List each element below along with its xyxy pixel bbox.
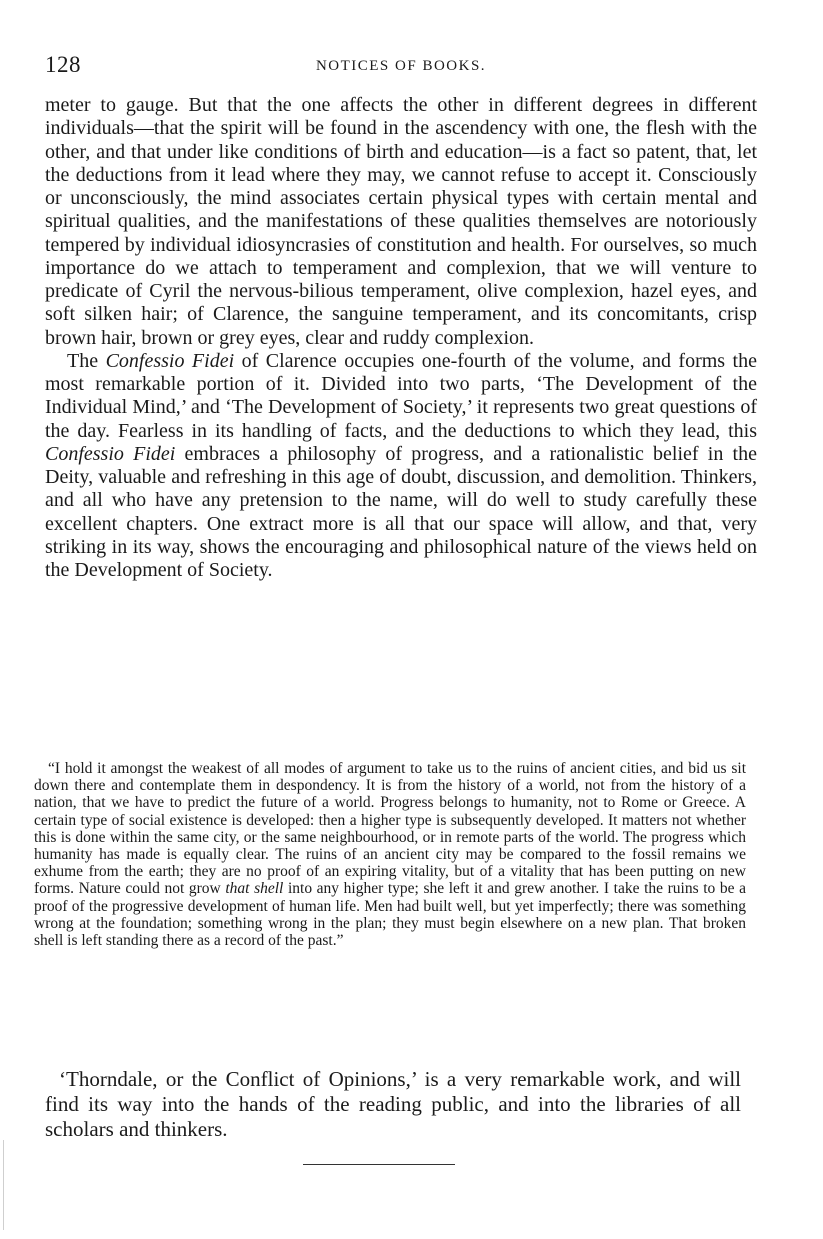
paragraph-continued: meter to gauge. But that the one affects the other in different degrees in different individuals—that the spirit will be found in the ascendency with one, the flesh with the other, and that under like conditions of birth and education—is a fact so patent, that, let the deductions from it lead where they may, we cannot refuse to accept it. Consciously or unconsciously, the mind associates certain physical types with certain mental and spiritual qualities, and the manifestations of these qualities themselves are notoriously tempered by individual idiosyncrasies of constitution and health. For ourselves, so much importance do we attach to temperament and complexion, that we will venture to predicate of Cyril the nervous-bilious temperament, olive complexion, hazel eyes, and soft silken hair; of Clarence, the sanguine temperament, and its concomitants, crisp brown hair, brown or grey eyes, clear and ruddy complexion. bbox=[45, 94, 757, 349]
paragraph-confessio-fidei bbox=[45, 350, 757, 583]
quote-italic: that shell bbox=[225, 880, 284, 898]
closing-paragraph bbox=[45, 1067, 741, 1142]
running-head: NOTICES OF BOOKS. bbox=[315, 58, 487, 74]
paragraph-text: The bbox=[67, 349, 106, 372]
page-edge-mark bbox=[3, 1140, 4, 1230]
main-text bbox=[45, 94, 757, 582]
quote-paragraph bbox=[34, 760, 746, 949]
quote-text: into any higher type; she left it and grew another. I take the ruins to be a proof of the progressive development of human life. Men had built well, but yet imperfectly; there was something wrong at the foundation; something wrong in the plan; they must begin elsewhere on a new plan. That broken shell is left standing there as a record of the past.” bbox=[34, 880, 746, 950]
closing-text: ‘Thorndale, or the Conflict of Opinions,’ is a very remarkable work, and will find its way into the hands of the reading public, and into the libraries of all scholars and thinkers. bbox=[45, 1067, 741, 1141]
page-number: 128 bbox=[45, 52, 81, 77]
section-divider bbox=[303, 1164, 455, 1165]
paragraph-text: of Clarence occupies one-fourth of the volume, and forms the most remarkable portion of it. Divided into two parts, ‘The Development of the Individual Mind,’ and ‘The Development of Society,’ it represents two great questions of the day. Fearless in its handling of facts, and the deductions to which they lead, this bbox=[45, 349, 757, 442]
block-quote bbox=[34, 760, 746, 949]
italic-title: Confessio Fidei bbox=[105, 349, 235, 372]
paragraph-text: embraces a philosophy of progress, and a rationalistic belief in the Deity, valuable and refreshing in this age of doubt, discussion, and demolition. Thinkers, and all who have any pretension to the name, will do well to study carefully these excellent chapters. One extract more is all that our space will allow, and that, very striking in its way, shows the encouraging and philosophical nature of the views held on the Development of Society. bbox=[45, 442, 757, 581]
italic-title: Confessio Fidei bbox=[45, 442, 176, 465]
quote-text: “I hold it amongst the weakest of all modes of argument to take us to the ruins of ancient cities, and bid us sit down there and contemplate them in despondency. It is from the history of a world, not from the history of a nation, that we have to predict the future of a world. Progress belongs to humanity, not to Rome or Greece. A certain type of social existence is developed: then a higher type is subsequently developed. It matters not whether this is done within the same city, or the same neighbourhood, or in remote parts of the world. The progress which humanity has made is equally clear. The ruins of an ancient city may be compared to the fossil remains we exhume from the earth; they are no proof of an expiring vitality, but of a vitality that has been putting on new forms. Nature could not grow bbox=[34, 760, 746, 898]
page-header bbox=[45, 50, 757, 80]
